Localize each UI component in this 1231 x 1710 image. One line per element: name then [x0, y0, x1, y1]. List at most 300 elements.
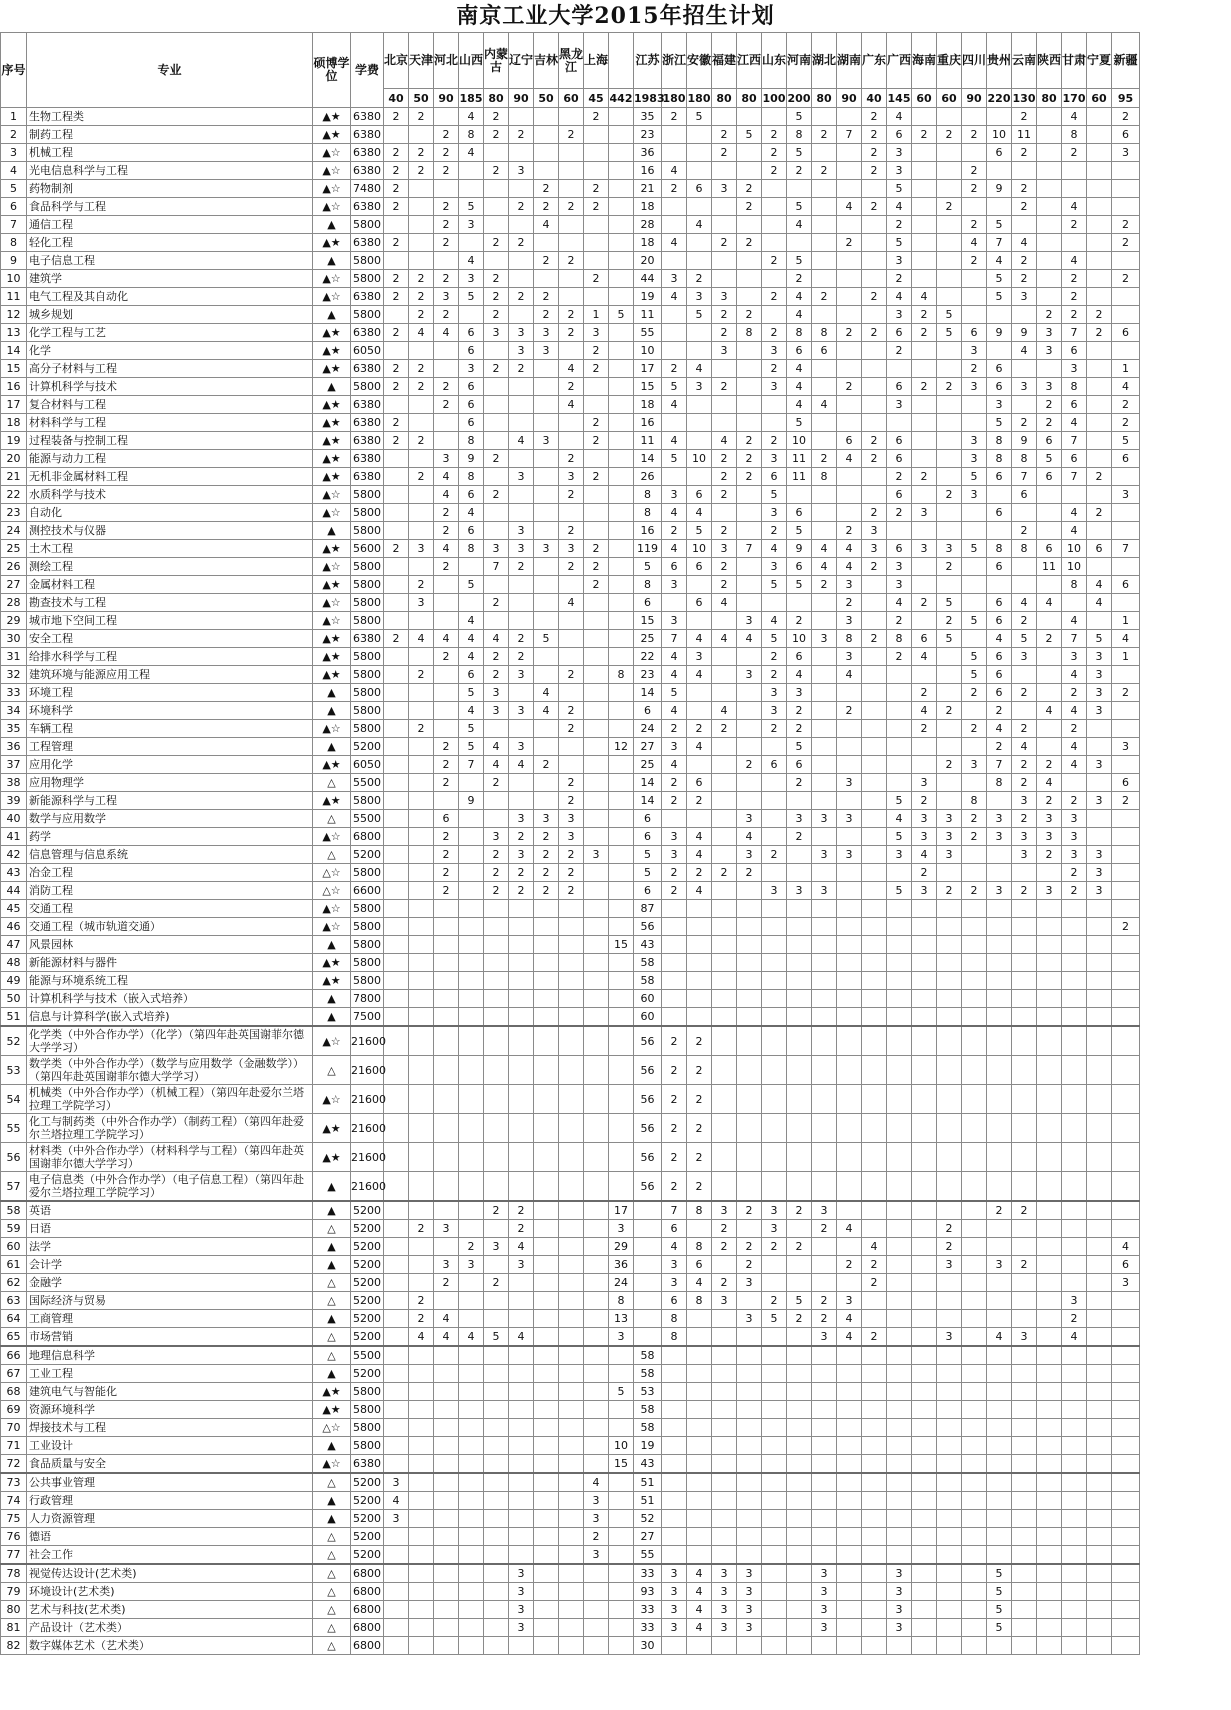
- quota-cell: [534, 1492, 559, 1510]
- row-degree: ▲☆: [313, 1026, 351, 1056]
- quota-cell: 8: [887, 630, 912, 648]
- quota-cell: [484, 504, 509, 522]
- quota-cell: 2: [812, 576, 837, 594]
- quota-cell: 21: [634, 180, 662, 198]
- quota-cell: 44: [634, 270, 662, 288]
- quota-cell: [687, 396, 712, 414]
- quota-cell: [962, 774, 987, 792]
- quota-cell: [1012, 1008, 1037, 1027]
- quota-cell: [1037, 216, 1062, 234]
- quota-cell: [887, 1292, 912, 1310]
- quota-cell: [534, 1510, 559, 1528]
- quota-cell: 4: [762, 540, 787, 558]
- quota-cell: 5: [662, 450, 687, 468]
- row-fee: 5800: [351, 864, 384, 882]
- row-major: 法学: [27, 1238, 313, 1256]
- quota-cell: [584, 1328, 609, 1347]
- quota-cell: [484, 792, 509, 810]
- row-degree: ▲☆: [313, 594, 351, 612]
- quota-cell: [662, 468, 687, 486]
- quota-cell: [409, 198, 434, 216]
- quota-cell: 51: [634, 1492, 662, 1510]
- quota-cell: 8: [459, 540, 484, 558]
- quota-cell: [609, 954, 634, 972]
- quota-cell: 6: [987, 360, 1012, 378]
- quota-cell: [409, 864, 434, 882]
- quota-cell: [837, 1383, 862, 1401]
- row-degree: △: [313, 1619, 351, 1637]
- quota-cell: 5: [987, 414, 1012, 432]
- quota-cell: [559, 936, 584, 954]
- quota-cell: [484, 990, 509, 1008]
- quota-cell: 3: [762, 882, 787, 900]
- quota-cell: [584, 936, 609, 954]
- quota-cell: [912, 1492, 937, 1510]
- quota-cell: [534, 1172, 559, 1202]
- quota-cell: 7: [1112, 540, 1140, 558]
- quota-cell: 3: [787, 810, 812, 828]
- quota-cell: 5: [787, 414, 812, 432]
- quota-cell: [459, 1085, 484, 1114]
- row-seq: 29: [1, 612, 27, 630]
- quota-cell: 5: [887, 882, 912, 900]
- quota-cell: [887, 1114, 912, 1143]
- quota-cell: 6: [787, 504, 812, 522]
- quota-cell: [1087, 1437, 1112, 1455]
- row-fee: 6800: [351, 1583, 384, 1601]
- quota-cell: 2: [762, 720, 787, 738]
- quota-cell: 2: [737, 198, 762, 216]
- quota-cell: [484, 198, 509, 216]
- quota-cell: [1012, 360, 1037, 378]
- quota-cell: [737, 342, 762, 360]
- province-header: 广西: [887, 33, 912, 89]
- quota-cell: [1037, 1114, 1062, 1143]
- quota-cell: [409, 1473, 434, 1492]
- quota-cell: 4: [559, 360, 584, 378]
- quota-cell: [812, 234, 837, 252]
- quota-cell: [712, 1026, 737, 1056]
- quota-cell: [912, 486, 937, 504]
- quota-cell: [662, 306, 687, 324]
- quota-cell: [962, 1473, 987, 1492]
- quota-cell: 2: [1062, 720, 1087, 738]
- quota-cell: [1012, 1383, 1037, 1401]
- quota-cell: [662, 990, 687, 1008]
- quota-cell: [987, 1419, 1012, 1437]
- quota-cell: [887, 1510, 912, 1528]
- quota-cell: [1112, 756, 1140, 774]
- quota-cell: 51: [634, 1473, 662, 1492]
- quota-cell: [937, 972, 962, 990]
- row-seq: 77: [1, 1546, 27, 1565]
- quota-cell: [1087, 612, 1112, 630]
- quota-cell: 2: [484, 162, 509, 180]
- quota-cell: [384, 720, 409, 738]
- quota-cell: [1087, 288, 1112, 306]
- table-row: [1, 126, 1140, 144]
- quota-cell: 5: [737, 126, 762, 144]
- quota-cell: 2: [584, 198, 609, 216]
- quota-cell: [937, 468, 962, 486]
- quota-cell: 6: [662, 1292, 687, 1310]
- quota-cell: 4: [912, 702, 937, 720]
- row-fee: 5800: [351, 1383, 384, 1401]
- quota-cell: [609, 432, 634, 450]
- quota-cell: [584, 1383, 609, 1401]
- quota-cell: 3: [987, 828, 1012, 846]
- quota-cell: 4: [1062, 522, 1087, 540]
- table-row: [1, 342, 1140, 360]
- quota-cell: [509, 1310, 534, 1328]
- quota-cell: [384, 1328, 409, 1347]
- quota-cell: [1087, 522, 1112, 540]
- quota-cell: [737, 594, 762, 612]
- quota-cell: [1112, 1085, 1140, 1114]
- quota-cell: 60: [634, 1008, 662, 1027]
- quota-cell: 3: [962, 342, 987, 360]
- quota-cell: [962, 1437, 987, 1455]
- quota-cell: 6: [1037, 432, 1062, 450]
- quota-cell: [862, 666, 887, 684]
- province-total: 60: [937, 89, 962, 108]
- quota-cell: 3: [559, 810, 584, 828]
- quota-cell: [634, 1310, 662, 1328]
- quota-cell: 5: [787, 522, 812, 540]
- quota-cell: [962, 1220, 987, 1238]
- quota-cell: [584, 702, 609, 720]
- quota-cell: 4: [787, 666, 812, 684]
- quota-cell: [559, 1201, 584, 1220]
- quota-cell: [862, 1437, 887, 1455]
- quota-cell: 6: [662, 558, 687, 576]
- quota-cell: [762, 1143, 787, 1172]
- quota-cell: 18: [634, 396, 662, 414]
- quota-cell: [887, 666, 912, 684]
- quota-cell: 3: [1012, 648, 1037, 666]
- quota-cell: [937, 1114, 962, 1143]
- quota-cell: 2: [662, 792, 687, 810]
- quota-cell: 6: [987, 504, 1012, 522]
- quota-cell: [559, 612, 584, 630]
- quota-cell: 6: [459, 378, 484, 396]
- quota-cell: [384, 1383, 409, 1401]
- quota-cell: 5: [634, 846, 662, 864]
- quota-cell: 2: [662, 1085, 687, 1114]
- quota-cell: 4: [887, 810, 912, 828]
- quota-cell: [1037, 1619, 1062, 1637]
- quota-cell: 2: [559, 846, 584, 864]
- quota-cell: [509, 180, 534, 198]
- quota-cell: [534, 1346, 559, 1365]
- quota-cell: [1062, 1008, 1087, 1027]
- quota-cell: [584, 612, 609, 630]
- quota-cell: [559, 1546, 584, 1565]
- quota-cell: [687, 612, 712, 630]
- quota-cell: 5: [962, 612, 987, 630]
- quota-cell: 6: [1112, 450, 1140, 468]
- quota-cell: 2: [534, 252, 559, 270]
- quota-cell: 4: [662, 288, 687, 306]
- quota-cell: [484, 396, 509, 414]
- quota-cell: 6: [887, 432, 912, 450]
- quota-cell: [712, 774, 737, 792]
- quota-cell: 4: [887, 288, 912, 306]
- quota-cell: 2: [887, 648, 912, 666]
- quota-cell: [1087, 1172, 1112, 1202]
- quota-cell: [862, 1292, 887, 1310]
- quota-cell: [534, 108, 559, 126]
- quota-cell: 7: [987, 756, 1012, 774]
- table-row: [1, 1492, 1140, 1510]
- quota-cell: 4: [687, 630, 712, 648]
- quota-cell: 2: [409, 666, 434, 684]
- quota-cell: 2: [1012, 108, 1037, 126]
- quota-cell: [534, 1564, 559, 1583]
- quota-cell: 2: [434, 756, 459, 774]
- row-fee: 21600: [351, 1143, 384, 1172]
- quota-cell: [712, 612, 737, 630]
- quota-cell: 2: [559, 792, 584, 810]
- quota-cell: 4: [534, 702, 559, 720]
- quota-cell: [812, 1256, 837, 1274]
- row-fee: 6380: [351, 324, 384, 342]
- quota-cell: 3: [1112, 144, 1140, 162]
- quota-cell: [1112, 1310, 1140, 1328]
- row-degree: ▲★: [313, 468, 351, 486]
- quota-cell: [762, 1564, 787, 1583]
- quota-cell: [459, 306, 484, 324]
- quota-cell: [484, 918, 509, 936]
- quota-cell: [862, 234, 887, 252]
- quota-cell: [812, 1026, 837, 1056]
- quota-cell: [1012, 1026, 1037, 1056]
- quota-cell: [559, 288, 584, 306]
- quota-cell: [409, 774, 434, 792]
- quota-cell: [434, 360, 459, 378]
- quota-cell: 2: [1037, 414, 1062, 432]
- quota-cell: [987, 306, 1012, 324]
- quota-cell: [509, 306, 534, 324]
- quota-cell: [1037, 1419, 1062, 1437]
- quota-cell: [1062, 1274, 1087, 1292]
- quota-cell: [687, 756, 712, 774]
- quota-cell: [812, 1510, 837, 1528]
- quota-cell: [687, 576, 712, 594]
- province-total: 1983: [634, 89, 662, 108]
- row-major: 会计学: [27, 1256, 313, 1274]
- quota-cell: 3: [509, 540, 534, 558]
- quota-cell: [862, 720, 887, 738]
- quota-cell: 5: [937, 630, 962, 648]
- quota-cell: 2: [1112, 684, 1140, 702]
- quota-cell: [937, 1346, 962, 1365]
- quota-cell: [662, 1455, 687, 1474]
- quota-cell: [384, 306, 409, 324]
- row-seq: 64: [1, 1310, 27, 1328]
- quota-cell: [1037, 270, 1062, 288]
- quota-cell: [662, 216, 687, 234]
- quota-cell: [559, 432, 584, 450]
- table-row: [1, 828, 1140, 846]
- table-row: [1, 1510, 1140, 1528]
- quota-cell: [887, 864, 912, 882]
- quota-cell: [737, 720, 762, 738]
- quota-cell: [937, 1201, 962, 1220]
- quota-cell: [609, 1546, 634, 1565]
- quota-cell: [837, 288, 862, 306]
- quota-cell: [1062, 1383, 1087, 1401]
- quota-cell: 3: [812, 1328, 837, 1347]
- quota-cell: 2: [1012, 612, 1037, 630]
- quota-cell: [484, 414, 509, 432]
- quota-cell: [1037, 1008, 1062, 1027]
- quota-cell: [862, 702, 887, 720]
- quota-cell: [762, 594, 787, 612]
- quota-cell: [609, 1401, 634, 1419]
- quota-cell: [584, 594, 609, 612]
- quota-cell: [662, 1473, 687, 1492]
- quota-cell: [987, 954, 1012, 972]
- quota-cell: [584, 1619, 609, 1637]
- quota-cell: [837, 108, 862, 126]
- quota-cell: 5: [987, 270, 1012, 288]
- quota-cell: [962, 1008, 987, 1027]
- row-degree: ▲★: [313, 630, 351, 648]
- quota-cell: [459, 774, 484, 792]
- quota-cell: [459, 1008, 484, 1027]
- quota-cell: [1087, 1143, 1112, 1172]
- row-major: 日语: [27, 1220, 313, 1238]
- quota-cell: [962, 522, 987, 540]
- quota-cell: [1112, 954, 1140, 972]
- quota-cell: [1062, 774, 1087, 792]
- quota-cell: 3: [712, 1601, 737, 1619]
- quota-cell: [384, 1256, 409, 1274]
- row-seq: 36: [1, 738, 27, 756]
- quota-cell: [962, 1328, 987, 1347]
- quota-cell: [837, 936, 862, 954]
- quota-cell: [584, 1172, 609, 1202]
- table-row: [1, 1419, 1140, 1437]
- row-major: 新能源材料与器件: [27, 954, 313, 972]
- quota-cell: 3: [737, 1583, 762, 1601]
- quota-cell: [787, 180, 812, 198]
- row-seq: 32: [1, 666, 27, 684]
- quota-cell: [912, 1143, 937, 1172]
- quota-cell: [862, 1143, 887, 1172]
- quota-cell: 3: [712, 1201, 737, 1220]
- quota-cell: [962, 630, 987, 648]
- quota-cell: 6: [987, 558, 1012, 576]
- row-seq: 57: [1, 1172, 27, 1202]
- quota-cell: 2: [787, 720, 812, 738]
- quota-cell: [737, 1637, 762, 1655]
- quota-cell: 3: [534, 540, 559, 558]
- quota-cell: [484, 378, 509, 396]
- quota-cell: [1087, 198, 1112, 216]
- quota-cell: 2: [384, 108, 409, 126]
- quota-cell: 2: [1012, 684, 1037, 702]
- row-major: 水质科学与技术: [27, 486, 313, 504]
- quota-cell: [862, 1583, 887, 1601]
- province-total: 90: [837, 89, 862, 108]
- province-total: 90: [509, 89, 534, 108]
- quota-cell: [812, 1419, 837, 1437]
- quota-cell: [737, 936, 762, 954]
- row-seq: 63: [1, 1292, 27, 1310]
- quota-cell: 2: [687, 792, 712, 810]
- quota-cell: [862, 252, 887, 270]
- quota-cell: [459, 1114, 484, 1143]
- quota-cell: [712, 1510, 737, 1528]
- quota-cell: [737, 1056, 762, 1085]
- quota-cell: [887, 756, 912, 774]
- quota-cell: 4: [384, 1492, 409, 1510]
- quota-cell: 2: [912, 306, 937, 324]
- quota-cell: 15: [609, 1455, 634, 1474]
- quota-cell: 2: [1062, 144, 1087, 162]
- quota-cell: [459, 918, 484, 936]
- quota-cell: 2: [434, 126, 459, 144]
- row-major: 资源环境科学: [27, 1401, 313, 1419]
- quota-cell: [409, 486, 434, 504]
- quota-cell: 3: [837, 810, 862, 828]
- quota-cell: [534, 1256, 559, 1274]
- quota-cell: [887, 1026, 912, 1056]
- quota-cell: [459, 162, 484, 180]
- quota-cell: [937, 162, 962, 180]
- quota-cell: [1112, 1026, 1140, 1056]
- quota-cell: [837, 1510, 862, 1528]
- quota-cell: [409, 702, 434, 720]
- quota-cell: [812, 666, 837, 684]
- quota-cell: [1062, 900, 1087, 918]
- quota-cell: [584, 486, 609, 504]
- row-major: 电子信息工程: [27, 252, 313, 270]
- quota-cell: 3: [662, 612, 687, 630]
- quota-cell: [559, 1026, 584, 1056]
- quota-cell: [1012, 1564, 1037, 1583]
- quota-cell: [534, 144, 559, 162]
- quota-cell: [1037, 954, 1062, 972]
- quota-cell: 7: [1062, 468, 1087, 486]
- row-degree: △☆: [313, 1419, 351, 1437]
- province-header: 河南: [787, 33, 812, 89]
- quota-cell: 5: [762, 1310, 787, 1328]
- quota-cell: [987, 1401, 1012, 1419]
- quota-cell: [737, 882, 762, 900]
- quota-cell: 4: [662, 1238, 687, 1256]
- quota-cell: [987, 1346, 1012, 1365]
- quota-cell: 4: [662, 702, 687, 720]
- quota-cell: [384, 702, 409, 720]
- quota-cell: 17: [609, 1201, 634, 1220]
- quota-cell: 2: [534, 288, 559, 306]
- quota-cell: 2: [687, 1026, 712, 1056]
- quota-cell: 11: [1012, 126, 1037, 144]
- quota-cell: [534, 900, 559, 918]
- quota-cell: [737, 1492, 762, 1510]
- quota-cell: [534, 972, 559, 990]
- quota-cell: [1012, 216, 1037, 234]
- quota-cell: 119: [634, 540, 662, 558]
- quota-cell: [484, 1546, 509, 1565]
- quota-cell: 2: [484, 450, 509, 468]
- quota-cell: [509, 1455, 534, 1474]
- quota-cell: [409, 1564, 434, 1583]
- quota-cell: [609, 1365, 634, 1383]
